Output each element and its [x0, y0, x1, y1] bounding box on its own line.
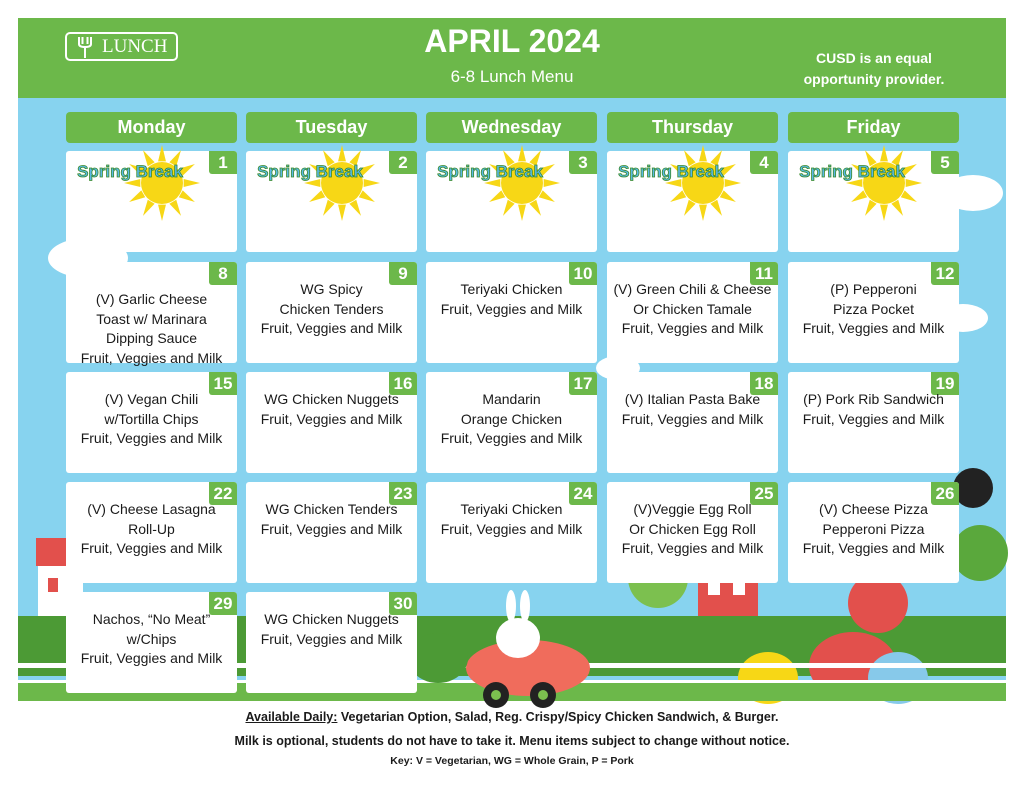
- day-header-friday: Friday: [788, 112, 959, 143]
- day-cell: [426, 482, 597, 583]
- day-cell: [426, 372, 597, 473]
- day-cell: [788, 262, 959, 363]
- statement-line: CUSD is an equal: [816, 50, 932, 66]
- menu-line: Fruit, Veggies and Milk: [260, 410, 403, 427]
- day-cell: [66, 592, 237, 693]
- menu-line: Fruit, Veggies and Milk: [440, 520, 583, 537]
- menu-line: Fruit, Veggies and Milk: [802, 540, 945, 556]
- day-cell: [246, 372, 417, 473]
- menu-item: [788, 280, 959, 339]
- menu-item: [246, 390, 417, 429]
- day-cell: [788, 372, 959, 473]
- menu-line: Roll-Up: [128, 520, 175, 537]
- menu-item: [66, 610, 237, 669]
- spring-break-graphic: [618, 143, 745, 223]
- date-number: 23: [389, 482, 417, 505]
- menu-line: Fruit, Veggies and Milk: [80, 650, 223, 666]
- footer: [0, 708, 1024, 769]
- menu-item: [66, 390, 237, 449]
- available-daily-text: Vegetarian Option, Salad, Reg. Crispy/Spicy Chicken Sandwich, & Burger.: [337, 710, 779, 724]
- menu-item: [246, 280, 417, 339]
- date-number: 3: [569, 151, 597, 174]
- menu-line: Mandarin: [482, 391, 541, 407]
- day-header-thursday: Thursday: [607, 112, 778, 143]
- menu-line: Fruit, Veggies and Milk: [802, 410, 945, 427]
- day-cell: [246, 592, 417, 693]
- menu-line: Fruit, Veggies and Milk: [621, 320, 764, 336]
- menu-line: Nachos, “No Meat”: [92, 611, 211, 627]
- date-number: 5: [931, 151, 959, 174]
- spring-break-text: Spring Break: [257, 162, 363, 181]
- spring-break-text: Spring Break: [799, 162, 905, 181]
- page-title: APRIL 2024: [424, 23, 600, 59]
- menu-line: Fruit, Veggies and Milk: [80, 430, 223, 446]
- menu-line: Fruit, Veggies and Milk: [440, 300, 583, 317]
- menu-line: Or Chicken Egg Roll: [629, 520, 756, 537]
- day-cell: [607, 482, 778, 583]
- sun-icon: [484, 145, 560, 221]
- date-number: 11: [750, 262, 778, 285]
- menu-item: [426, 280, 597, 319]
- spring-break-graphic: [77, 143, 204, 223]
- menu-line: Orange Chicken: [460, 410, 563, 427]
- menu-line: WG Spicy: [300, 281, 363, 297]
- date-number: 24: [569, 482, 597, 505]
- sun-icon: [665, 145, 741, 221]
- menu-item: [426, 500, 597, 539]
- menu-line: (V) Italian Pasta Bake: [624, 391, 761, 407]
- day-cell: [607, 262, 778, 363]
- date-number: 22: [209, 482, 237, 505]
- menu-subtitle: 6-8 Lunch Menu: [450, 67, 574, 86]
- date-number: 9: [389, 262, 417, 285]
- menu-line: Pepperoni Pizza: [822, 520, 925, 537]
- menu-line: Fruit, Veggies and Milk: [80, 349, 223, 366]
- statement-line: opportunity provider.: [803, 71, 945, 87]
- day-cell: [246, 482, 417, 583]
- spring-break-text: Spring Break: [77, 162, 183, 181]
- menu-line: Fruit, Veggies and Milk: [260, 630, 403, 647]
- spring-break-graphic: [257, 143, 384, 223]
- menu-item: [66, 500, 237, 559]
- menu-line: Chicken Tenders: [279, 300, 384, 317]
- menu-line: (V) Cheese Pizza: [819, 501, 928, 517]
- menu-line: Fruit, Veggies and Milk: [621, 410, 764, 427]
- menu-line: (V) Garlic Cheese: [95, 291, 208, 307]
- date-number: 15: [209, 372, 237, 395]
- date-number: 4: [750, 151, 778, 174]
- day-cell: [66, 482, 237, 583]
- menu-line: (V) Vegan Chili: [104, 391, 199, 407]
- menu-line: Teriyaki Chicken: [460, 281, 563, 297]
- spring-break-text: Spring Break: [618, 162, 724, 181]
- day-cell: [426, 262, 597, 363]
- menu-line: WG Chicken Nuggets: [264, 391, 399, 407]
- menu-line: Fruit, Veggies and Milk: [260, 320, 403, 336]
- spring-break-graphic: [799, 143, 926, 223]
- spring-break-graphic: [437, 143, 564, 223]
- menu-line: Fruit, Veggies and Milk: [802, 320, 945, 336]
- day-cell: [66, 262, 237, 366]
- date-number: 1: [209, 151, 237, 174]
- menu-item: [426, 390, 597, 449]
- date-number: 29: [209, 592, 237, 615]
- day-cell: [426, 151, 597, 252]
- equal-opportunity-statement: [794, 48, 954, 90]
- menu-item: [788, 390, 959, 429]
- menu-poster: [18, 18, 1006, 701]
- day-header-wednesday: Wednesday: [426, 112, 597, 143]
- menu-line: (P) Pork Rib Sandwich: [803, 391, 944, 407]
- menu-line: Teriyaki Chicken: [460, 501, 563, 517]
- date-number: 30: [389, 592, 417, 615]
- menu-line: Dipping Sauce: [105, 330, 198, 346]
- day-cell: [607, 151, 778, 252]
- lunch-badge-label: LUNCH: [102, 36, 168, 57]
- menu-line: WG Chicken Nuggets: [264, 611, 399, 627]
- menu-line: (P) Pepperoni: [830, 281, 917, 297]
- spring-break-text: Spring Break: [437, 162, 543, 181]
- day-cell: [788, 482, 959, 583]
- day-header-monday: Monday: [66, 112, 237, 143]
- day-cell: [246, 151, 417, 252]
- date-number: 25: [750, 482, 778, 505]
- date-number: 17: [569, 372, 597, 395]
- key-legend: Key: V = Vegetarian, WG = Whole Grain, P = Pork: [390, 755, 634, 767]
- day-cell: [66, 151, 237, 252]
- menu-line: (V) Green Chili & Cheese: [613, 281, 772, 297]
- date-number: 12: [931, 262, 959, 285]
- menu-item: [246, 610, 417, 649]
- date-number: 2: [389, 151, 417, 174]
- date-number: 8: [209, 262, 237, 285]
- date-number: 10: [569, 262, 597, 285]
- available-daily-label: Available Daily:: [245, 710, 338, 724]
- date-number: 26: [931, 482, 959, 505]
- menu-line: Fruit, Veggies and Milk: [260, 520, 403, 537]
- menu-line: Fruit, Veggies and Milk: [80, 540, 223, 556]
- menu-line: (V)Veggie Egg Roll: [633, 501, 752, 517]
- day-cell: [66, 372, 237, 473]
- menu-item: [607, 280, 778, 339]
- sun-icon: [304, 145, 380, 221]
- day-header-tuesday: Tuesday: [246, 112, 417, 143]
- menu-item: [788, 500, 959, 559]
- menu-line: w/Chips: [126, 630, 177, 647]
- menu-line: (V) Cheese Lasagna: [87, 501, 216, 517]
- date-number: 16: [389, 372, 417, 395]
- date-number: 19: [931, 372, 959, 395]
- menu-line: Or Chicken Tamale: [633, 300, 752, 317]
- available-daily-note: [0, 708, 1024, 726]
- day-cell: [607, 372, 778, 473]
- menu-item: [246, 500, 417, 539]
- sun-icon: [124, 145, 200, 221]
- menu-line: w/Tortilla Chips: [104, 410, 199, 427]
- menu-item: [607, 390, 778, 429]
- day-cell: [246, 262, 417, 363]
- day-cell: [788, 151, 959, 252]
- menu-line: WG Chicken Tenders: [265, 501, 398, 517]
- menu-line: Toast w/ Marinara: [96, 310, 207, 327]
- menu-line: Pizza Pocket: [833, 300, 914, 317]
- header-banner: [18, 18, 1006, 98]
- sun-icon: [846, 145, 922, 221]
- milk-note: Milk is optional, students do not have to take it. Menu items subject to change without notice.: [234, 734, 790, 748]
- menu-line: Fruit, Veggies and Milk: [440, 430, 583, 446]
- menu-line: Fruit, Veggies and Milk: [621, 540, 764, 556]
- date-number: 18: [750, 372, 778, 395]
- menu-item: [607, 500, 778, 559]
- menu-item: [66, 290, 237, 368]
